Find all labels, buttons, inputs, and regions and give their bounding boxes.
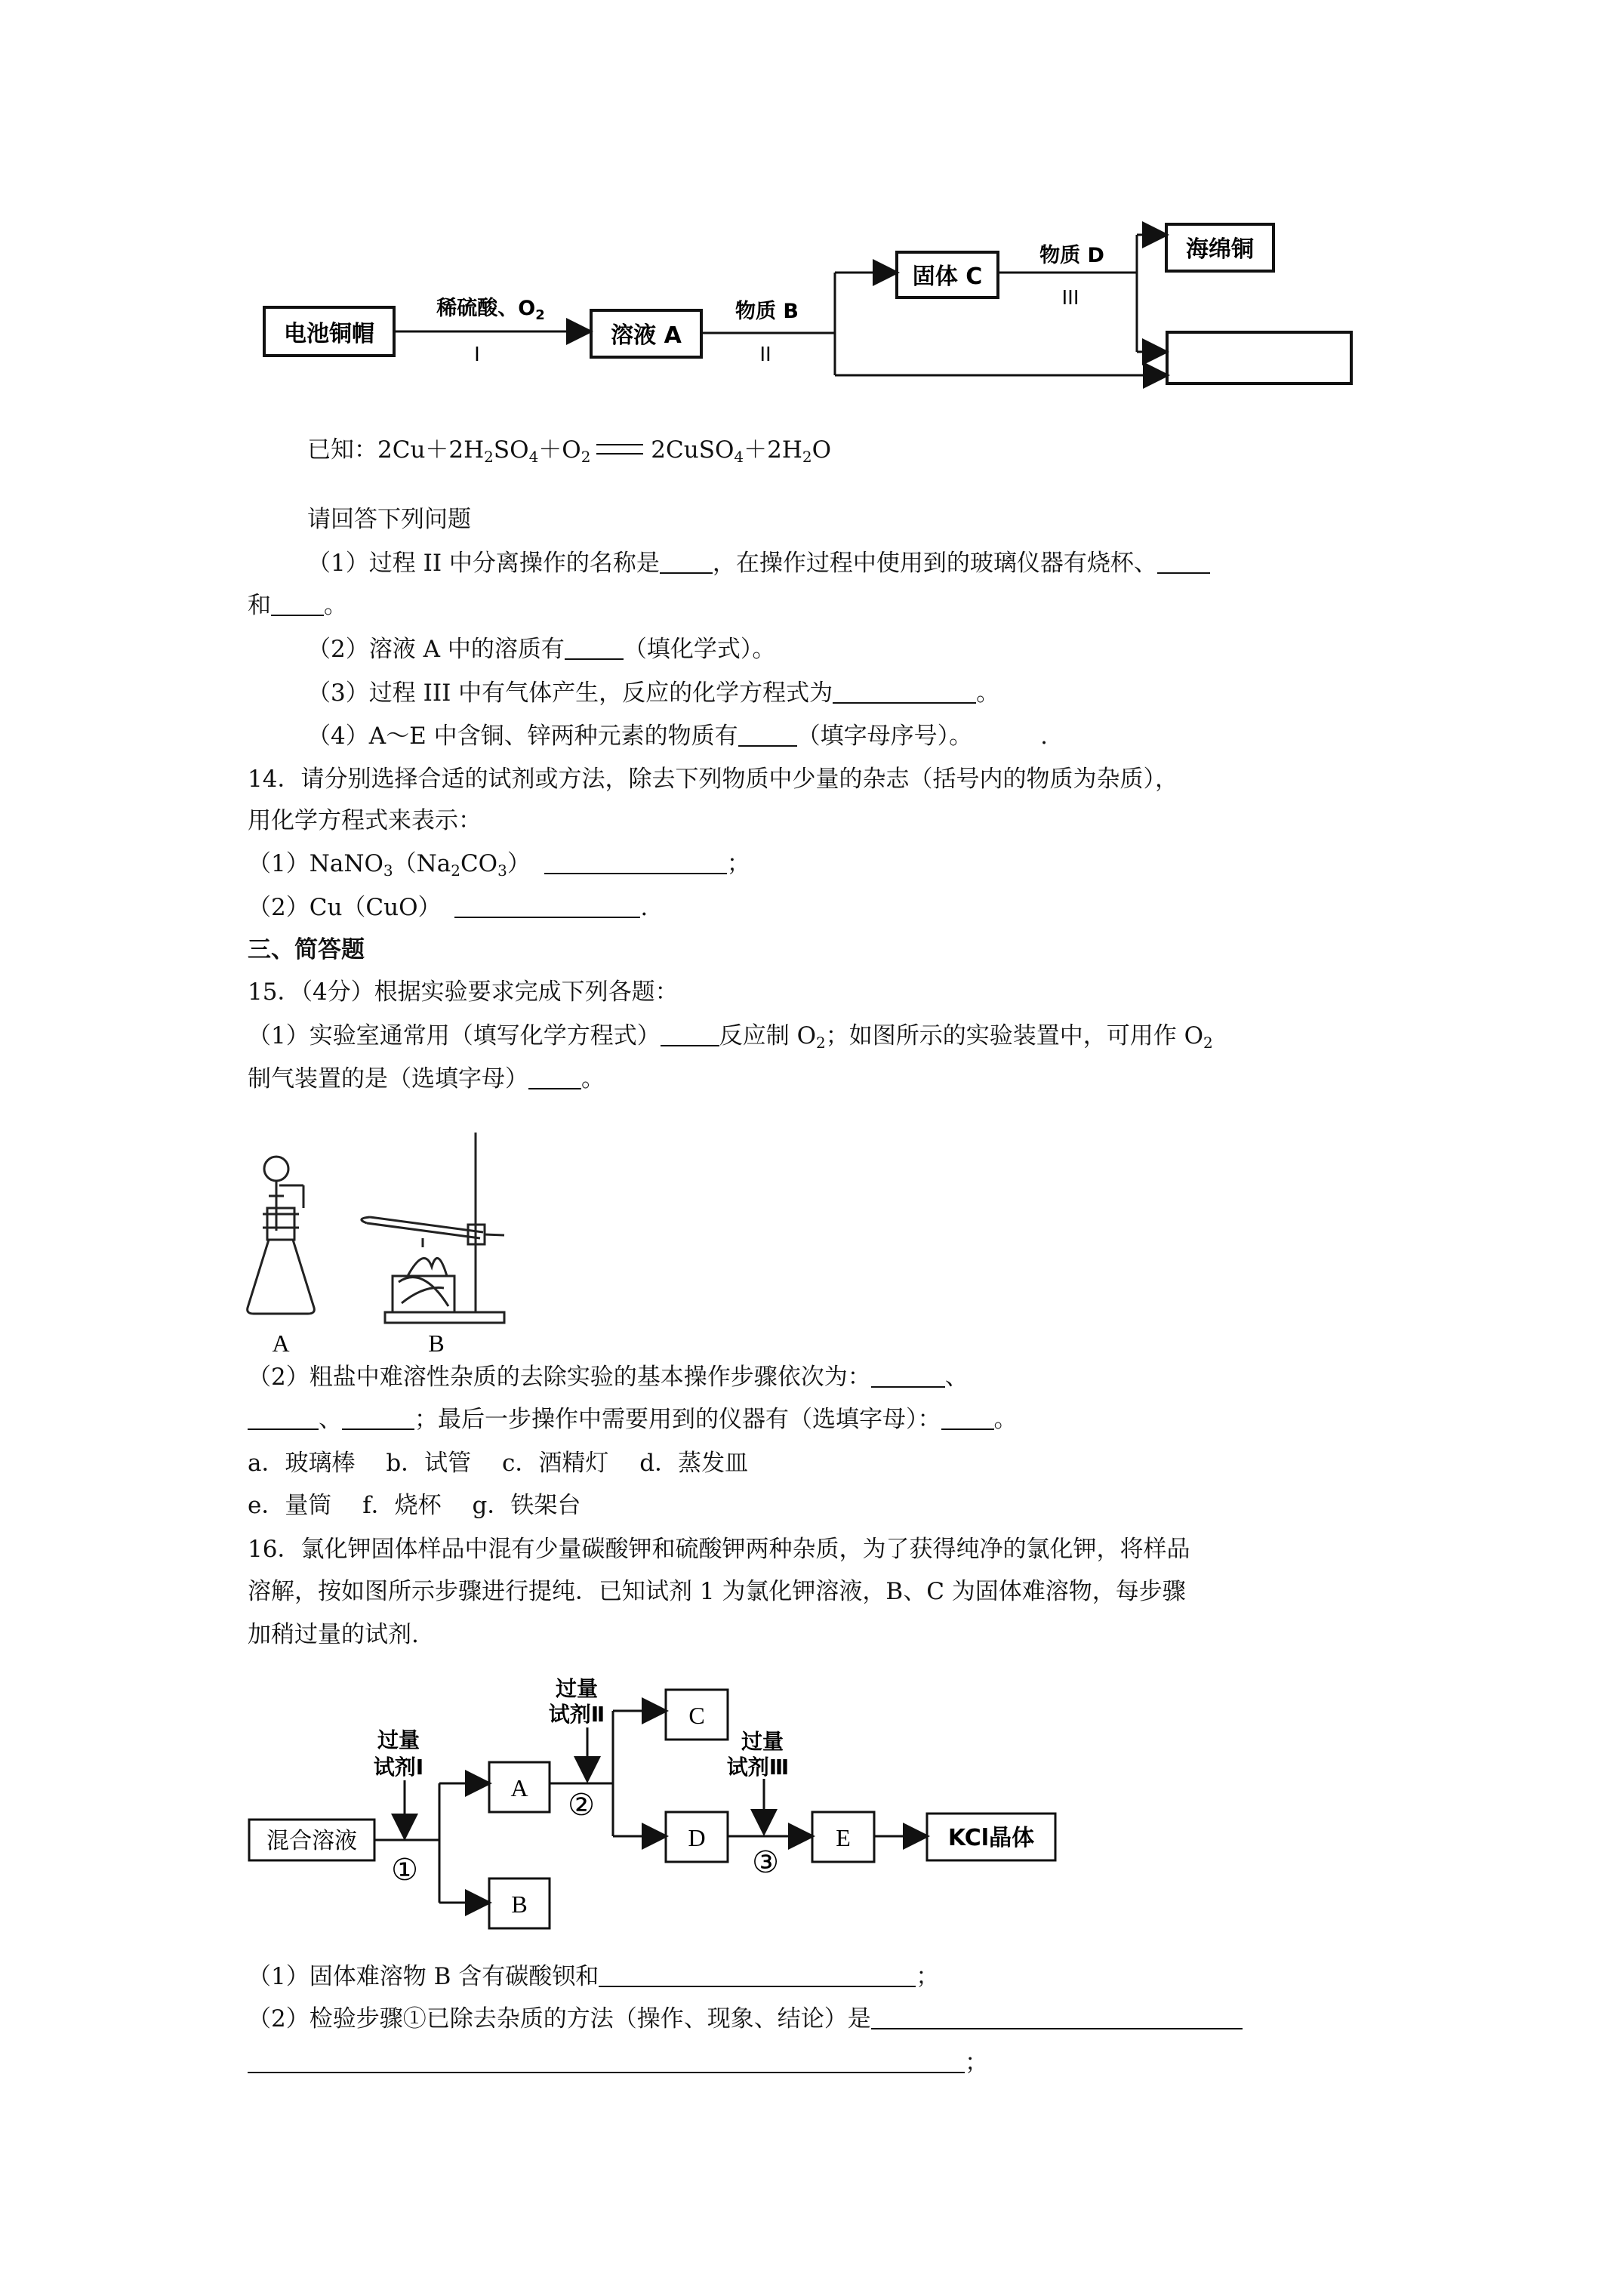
arrow-1-top-label: 稀硫酸、$O_2$ (436, 297, 545, 323)
box-mixed-solution-label: 混合溶液 (266, 1828, 357, 1854)
answer-blank[interactable] (544, 850, 727, 874)
box-battery-cap-label: 电池铜帽 (284, 321, 374, 347)
q15-part1-cont: 制气装置的是（选填字母） 。 (248, 1065, 605, 1093)
q15-options-1: a．玻璃棒 b．试管 c．酒精灯 d．蒸发皿 (248, 1450, 749, 1477)
q14-item2: （2）Cu（CuO） . (248, 894, 648, 921)
box-kcl-crystal-label: KCl晶体 (947, 1825, 1035, 1851)
box-sponge-copper-label: 海绵铜 (1186, 236, 1254, 263)
box-solution-a-label: 溶液 A (611, 322, 682, 349)
flow-diagram-kcl (0, 1661, 1623, 1933)
step-3-icon: ③ (752, 1845, 779, 1880)
answer-blank[interactable] (660, 550, 713, 574)
step-1-icon: ① (391, 1853, 418, 1888)
answer-blank[interactable] (342, 1406, 414, 1430)
answer-blank[interactable] (871, 2005, 1243, 2029)
given-equation: 已知：$2Cu+2H_2SO_4+O_2$ $2CuSO_4+2H_2O$ (307, 436, 832, 466)
answer-blank[interactable] (248, 2049, 965, 2073)
q14-line2: 用化学方程式来表示： (248, 807, 482, 834)
q16-line3: 加稍过量的试剂. (248, 1621, 419, 1648)
label-a: A (272, 1330, 290, 1357)
q16-answer1: （1）固体难溶物 B 含有碳酸钡和 ； (248, 1963, 940, 1990)
box-c-label: C (688, 1702, 705, 1729)
q15-options-2: e．量筒 f．烧杯 g．铁架台 (248, 1492, 581, 1519)
equals-sign-icon (596, 444, 643, 455)
excess-label-2: 过量 (555, 1676, 599, 1701)
answer-blank[interactable] (661, 1022, 719, 1046)
apparatus-a (248, 1157, 315, 1314)
answer-blank[interactable] (454, 894, 640, 918)
q16-answer2-cont: ； (248, 2048, 988, 2078)
q13-part1: （1）过程 II 中分离操作的名称是 ，在操作过程中使用到的玻璃仪器有烧杯、 (307, 548, 1210, 578)
answer-blank[interactable] (833, 680, 976, 704)
q13-intro: 请回答下列问题 (307, 506, 471, 533)
q14-item1: $(1)NaNO_3(Na_2CO_3)$ ； (248, 850, 750, 880)
q14-line1: 14．请分别选择合适的试剂或方法，除去下列物质中少量的杂志（括号内的物质为杂质）， (248, 766, 1178, 793)
box-solid-c-label: 固体 C (912, 264, 983, 290)
answer-blank[interactable] (871, 1364, 945, 1388)
box-empty (1167, 332, 1351, 384)
reagent-3-label: 试剂Ⅲ (726, 1755, 790, 1780)
flow-diagram-copper (0, 0, 1623, 423)
answer-blank[interactable] (565, 636, 624, 660)
answer-blank[interactable] (248, 1406, 319, 1430)
apparatus-figure (234, 1133, 551, 1367)
excess-label-1: 过量 (377, 1727, 420, 1752)
answer-blank[interactable] (271, 592, 324, 616)
step-2-icon: ② (568, 1788, 595, 1823)
arrow-2-top-label: 物质 B (735, 300, 799, 323)
answer-blank[interactable] (599, 1963, 916, 1987)
label-b: B (428, 1330, 445, 1357)
apparatus-b (362, 1133, 504, 1323)
q15-part2-cont: 、 ；最后一步操作中需要用到的仪器有（选填字母）： 。 (248, 1404, 1018, 1435)
q15-part2: （2）粗盐中难溶性杂质的去除实验的基本操作步骤依次为： 、 (248, 1364, 969, 1391)
excess-label-3: 过量 (741, 1729, 784, 1754)
q16-line1: 16．氯化钾固体样品中混有少量碳酸钾和硫酸钾两种杂质，为了获得纯净的氯化钾，将样品 (248, 1536, 1190, 1563)
q15-title: 15．（4分）根据实验要求完成下列各题： (248, 978, 679, 1006)
answer-blank[interactable] (1157, 550, 1210, 574)
answer-blank[interactable] (941, 1406, 994, 1430)
q15-part1: （1）实验室通常用（填写化学方程式） 反应制 $O_2$；如图所示的实验装置中，可用作 $O_2$ (248, 1022, 1213, 1052)
box-a-label: A (510, 1774, 528, 1801)
q13-part2: （2）溶液 A 中的溶质有 （填化学式）。 (307, 636, 776, 663)
answer-blank[interactable] (738, 723, 797, 747)
arrow-3-top-label: 物质 D (1039, 244, 1104, 267)
box-e-label: E (836, 1824, 851, 1851)
q13-part4: （4）A～E 中含铜、锌两种元素的物质有 （填字母序号）。 . (307, 723, 1048, 750)
section-heading: 三、简答题 (248, 936, 365, 963)
reagent-1-label: 试剂Ⅰ (373, 1755, 424, 1780)
q16-line2: 溶解，按如图所示步骤进行提纯．已知试剂 1 为氯化钾溶液，B、C 为固体难溶物，每步骤 (248, 1578, 1186, 1605)
arrow-2-bottom-label: II (759, 344, 771, 366)
reagent-2-label: 试剂Ⅱ (548, 1702, 605, 1727)
arrow-1-bottom-label: I (474, 344, 480, 366)
q13-part3: （3）过程 III 中有气体产生，反应的化学方程式为 。 (307, 680, 1000, 707)
q16-answer2: （2）检验步骤①已除去杂质的方法（操作、现象、结论）是 (248, 2004, 1243, 2034)
q13-part1-cont: 和 。 (248, 592, 347, 619)
box-d-label: D (688, 1824, 706, 1851)
box-b-label: B (511, 1891, 528, 1918)
arrow-3-bottom-label: III (1061, 287, 1079, 310)
answer-blank[interactable] (528, 1065, 581, 1089)
